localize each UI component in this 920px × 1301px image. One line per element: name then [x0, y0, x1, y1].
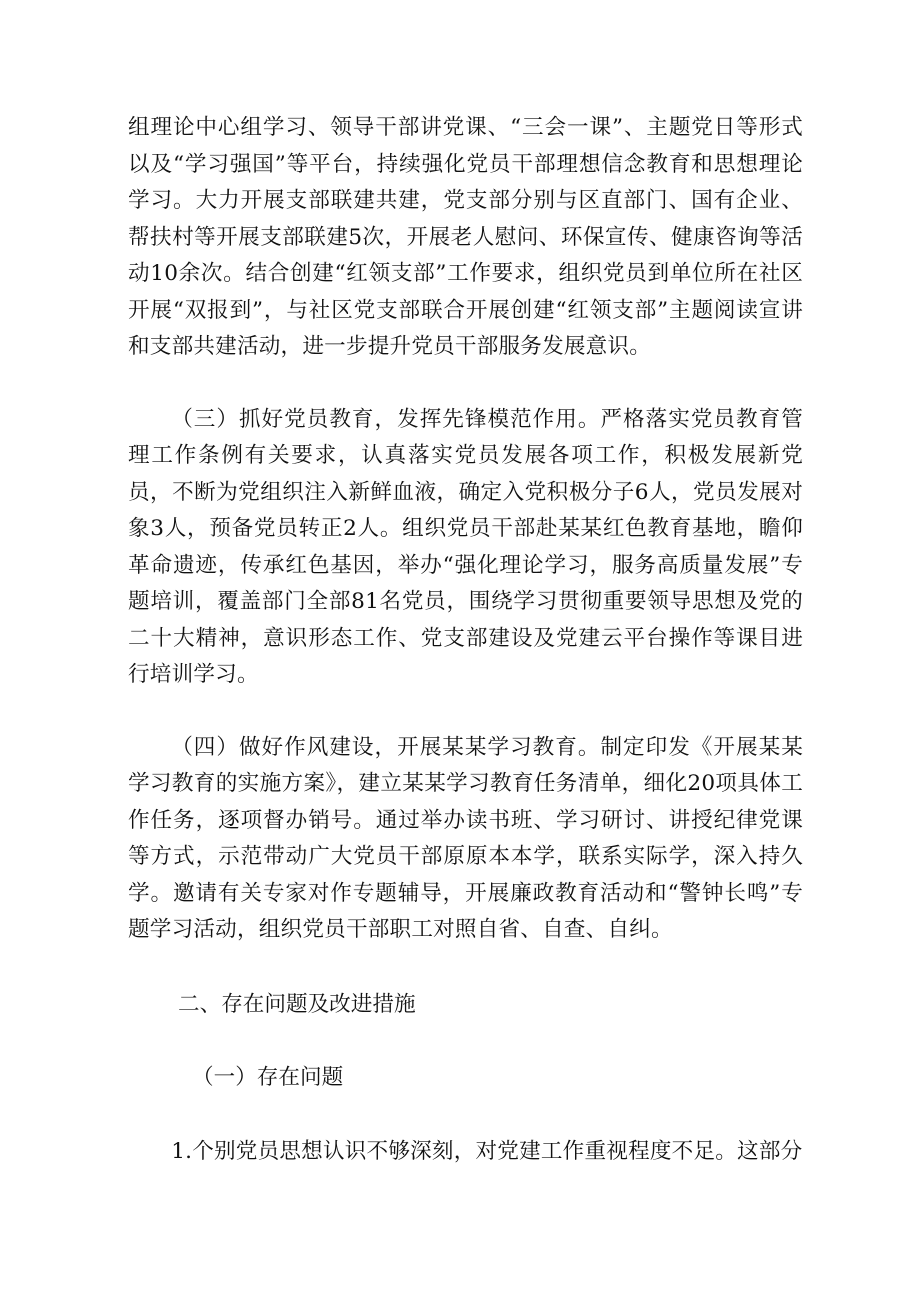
paragraph-work-style-building: （四）做好作风建设，开展某某学习教育。制定印发《开展某某学习教育的实施方案》，建立某某学习教育任务清单，细化20项具体工作任务，逐项督办销号。通过举办读书班、学习研讨、讲授纪律党课等方式，示范带动广大党员干部原原本本学，联系实际学，深入持久学。邀请有关专家对作专题辅导，开展廉政教育活动和“警钟长鸣”专题学习活动，组织党员干部职工对照自省、自查、自纠。 [128, 734, 803, 942]
section-heading: 二、存在问题及改进措施 [178, 991, 416, 1017]
document-page [128, 110, 803, 1170]
subsection-heading: （一）存在问题 [192, 1065, 344, 1090]
paragraph-party-member-education: （三）抓好党员教育，发挥先锋模范作用。严格落实党员教育管理工作条例有关要求，认真落实党员发展各项工作，积极发展新党员，不断为党组织注入新鲜血液，确定入党积极分子6人，党员发展对象3人，预备党员转正2人。组织党员干部赴某某红色教育基地，瞻仰革命遗迹，传承红色基因，举办“强化理论学习，服务高质量发展”专题培训，覆盖部门全部81名党员，围绕学习贯彻重要领导思想及党的二十大精神，意识形态工作、党支部建设及党建云平台操作等课目进行培训学习。 [128, 406, 803, 687]
paragraph-party-building-activities: 组理论中心组学习、领导干部讲党课、“三会一课”、主题党日等形式以及“学习强国”等平台，持续强化党员干部理想信念教育和思想理论学习。大力开展支部联建共建，党支部分别与区直部门、国有企业、帮扶村等开展支部联建5次，开展老人慰问、环保宣传、健康咨询等活动10余次。结合创建“红领支部”工作要求，组织党员到单位所在社区开展“双报到”，与社区党支部联合开展创建“红领支部”主题阅读宣讲和支部共建活动，进一步提升党员干部服务发展意识。 [128, 115, 803, 359]
list-item-1: 1.个别党员思想认识不够深刻，对党建工作重视程度不足。这部分 [171, 1138, 803, 1164]
